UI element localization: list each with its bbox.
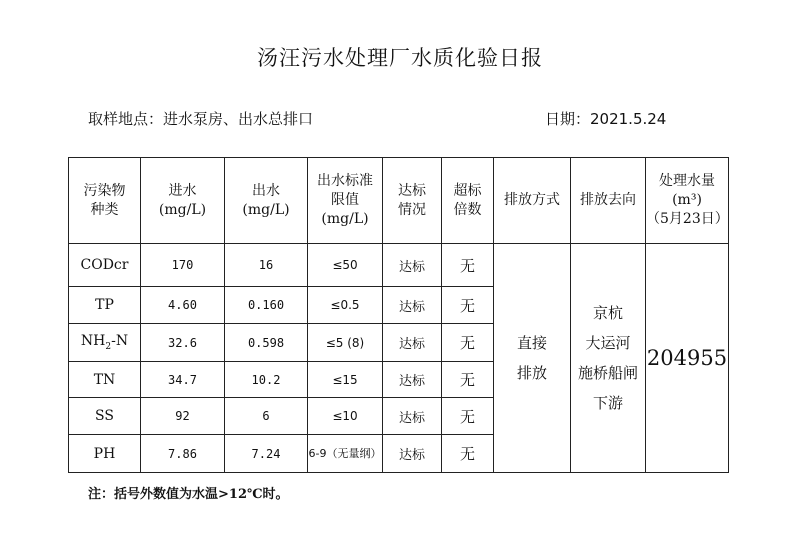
header-outflow: 出水 (mg/L) <box>225 158 308 244</box>
table-row <box>69 244 729 287</box>
row-item: TN <box>69 362 141 398</box>
row-inflow: 92 <box>141 398 225 435</box>
discharge-destination: 京杭 大运河 施桥船闸 下游 <box>571 244 646 473</box>
row-outflow: 0.598 <box>225 324 308 362</box>
discharge-method: 直接 排放 <box>494 244 571 473</box>
report-title: 汤汪污水处理厂水质化验日报 <box>257 46 543 70</box>
header-exceed: 超标 倍数 <box>442 158 494 244</box>
row-exceed: 无 <box>442 324 494 362</box>
row-exceed: 无 <box>442 435 494 473</box>
row-outflow: 7.24 <box>225 435 308 473</box>
row-limit: ≤10 <box>308 398 383 435</box>
row-inflow: 32.6 <box>141 324 225 362</box>
row-limit: ≤15 <box>308 362 383 398</box>
row-status: 达标 <box>383 324 442 362</box>
header-destination: 排放去向 <box>571 158 646 244</box>
header-inflow: 进水 (mg/L) <box>141 158 225 244</box>
water-quality-table <box>68 157 729 473</box>
table-header-row <box>69 158 729 244</box>
header-item: 污染物 种类 <box>69 158 141 244</box>
row-item: TP <box>69 287 141 324</box>
row-limit: ≤0.5 <box>308 287 383 324</box>
row-inflow: 7.86 <box>141 435 225 473</box>
row-status: 达标 <box>383 244 442 287</box>
header-method: 排放方式 <box>494 158 571 244</box>
row-outflow: 0.160 <box>225 287 308 324</box>
row-outflow: 16 <box>225 244 308 287</box>
header-status: 达标 情况 <box>383 158 442 244</box>
row-limit: ≤50 <box>308 244 383 287</box>
row-exceed: 无 <box>442 287 494 324</box>
header-limit: 出水标准 限值 (mg/L) <box>308 158 383 244</box>
row-limit: ≤5 (8) <box>308 324 383 362</box>
row-outflow: 10.2 <box>225 362 308 398</box>
report-date: 日期：2021.5.24 <box>545 110 667 128</box>
treated-volume: 204955 <box>646 244 729 473</box>
sampling-location: 取样地点：进水泵房、出水总排口 <box>88 110 314 128</box>
row-status: 达标 <box>383 362 442 398</box>
row-exceed: 无 <box>442 398 494 435</box>
row-item: CODcr <box>69 244 141 287</box>
row-limit: 6-9（无量纲） <box>308 435 383 473</box>
row-item: PH <box>69 435 141 473</box>
header-volume: 处理水量 (m³) （5月23日） <box>646 158 729 244</box>
row-item: $NH_2-N$ <box>69 324 141 362</box>
row-status: 达标 <box>383 435 442 473</box>
footnote: 注：括号外数值为水温>12℃时。 <box>88 487 289 502</box>
row-exceed: 无 <box>442 362 494 398</box>
row-inflow: 34.7 <box>141 362 225 398</box>
row-inflow: 4.60 <box>141 287 225 324</box>
row-item: SS <box>69 398 141 435</box>
row-status: 达标 <box>383 398 442 435</box>
row-exceed: 无 <box>442 244 494 287</box>
row-status: 达标 <box>383 287 442 324</box>
row-inflow: 170 <box>141 244 225 287</box>
row-outflow: 6 <box>225 398 308 435</box>
